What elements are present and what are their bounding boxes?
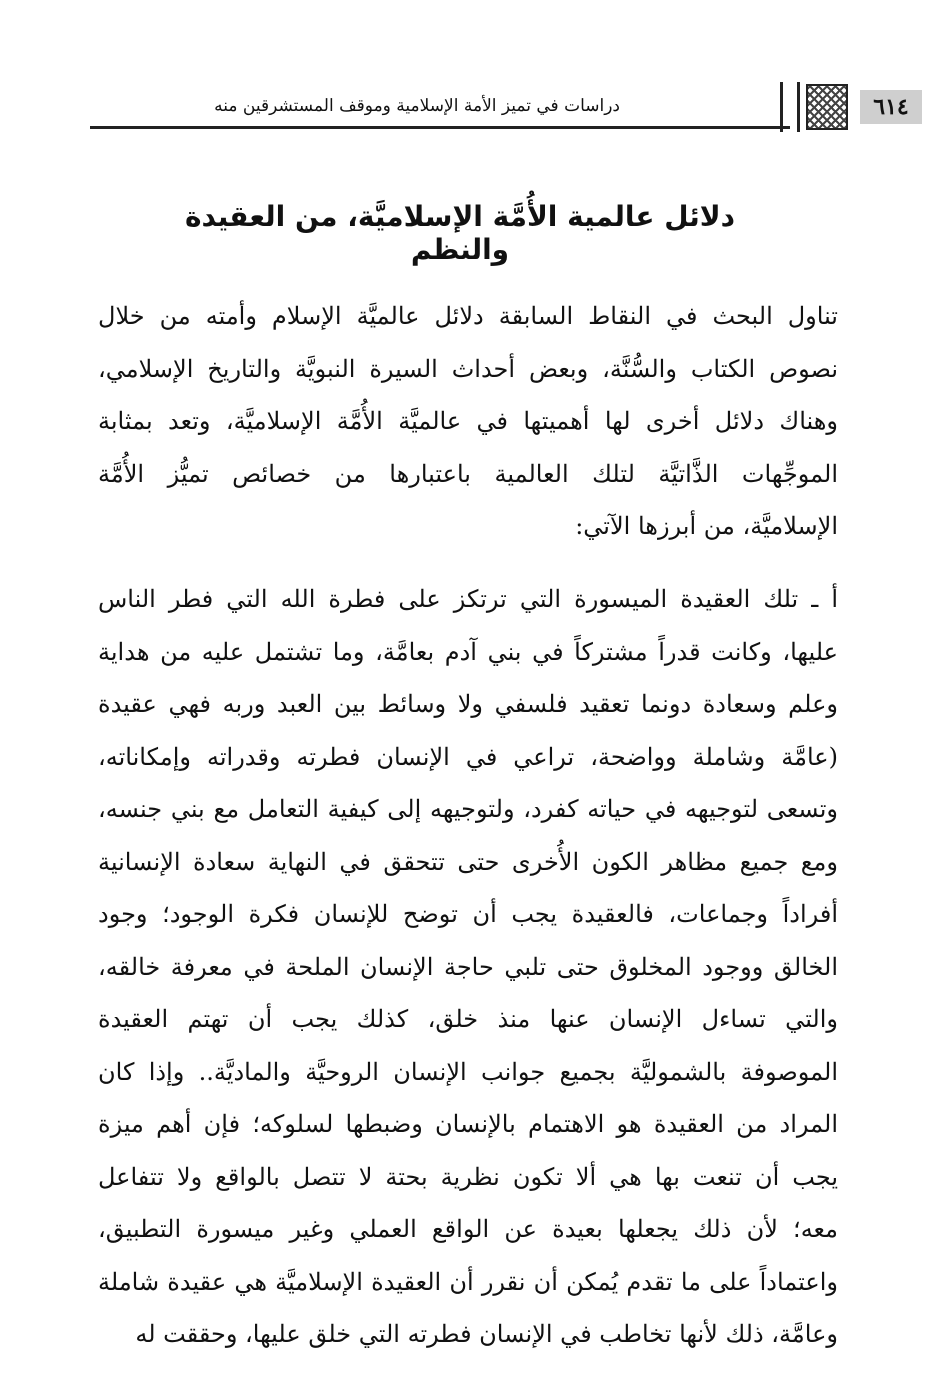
text-line: والتي تساءل الإنسان عنها منذ خلق، كذلك يجب أن تهتم العقيدة — [98, 1005, 838, 1033]
ornament-icon — [806, 84, 848, 130]
text-line: المراد من العقيدة هو الاهتمام بالإنسان وضبطها لسلوكه؛ فإن أهم ميزة — [98, 1110, 838, 1138]
running-title: دراسات في تميز الأمة الإسلامية وموقف المستشرقين منه — [214, 96, 620, 116]
text-line: ومع جميع مظاهر الكون الأُخرى حتى تتحقق في النهاية سعادة الإنسانية — [98, 847, 838, 876]
text-line: معه؛ لأن ذلك يجعلها بعيدة عن الواقع العملي وغير ميسورة التطبيق، — [98, 1215, 838, 1243]
paragraph-intro — [98, 290, 838, 553]
text-line: واعتماداً على ما تقدم يُمكن أن نقرر أن العقيدة الإسلاميَّة هي عقيدة شاملة — [98, 1267, 838, 1296]
text-line: نصوص الكتاب والسُّنَّة، وبعض أحداث السيرة النبويَّة والتاريخ الإسلامي، — [98, 354, 838, 383]
page-number: ٦١٤ — [860, 90, 922, 124]
text-line: (عامَّة وشاملة وواضحة، تراعي في الإنسان فطرته وقدراته وإمكاناته، — [98, 742, 838, 771]
text-line: الخالق ووجود المخلوق حتى تلبي حاجة الإنسان الملحة في معرفة خالقه، — [98, 952, 838, 981]
page-header — [90, 76, 909, 132]
text-line: أ ـ تلك العقيدة الميسورة التي ترتكز على فطرة الله التي فطر الناس — [98, 585, 838, 613]
page-number-box — [772, 82, 932, 130]
text-line: وتسعى لتوجيهه في حياته كفرد، ولتوجيهه إلى كيفية التعامل مع بني جنسه، — [98, 795, 838, 823]
text-line: أفراداً وجماعات، فالعقيدة يجب أن توضح للإنسان فكرة الوجود؛ وجود — [98, 900, 838, 928]
text-line: الإسلاميَّة، من أبرزها الآتي: — [575, 512, 838, 540]
text-line: الموجِّهات الذَّاتيَّة لتلك العالمية باعتبارها من خصائص تميُّز الأُمَّة — [98, 459, 838, 488]
text-line: الموصوفة بالشموليَّة بجميع جوانب الإنسان الروحيَّة والماديَّة.. وإذا كان — [98, 1057, 838, 1086]
text-line: وهناك دلائل أخرى لها أهميتها في عالميَّة الأُمَّة الإسلاميَّة، وتعد بمثابة — [98, 407, 838, 435]
text-line: عليها، وكانت قدراً مشتركاً في بني آدم بعامَّة، وما تشتمل عليه من هداية — [98, 637, 838, 666]
divider-bars — [780, 82, 800, 132]
header-rule — [90, 126, 790, 129]
section-heading: دلائل عالمية الأُمَّة الإسلاميَّة، من العقيدة والنظم — [185, 200, 735, 266]
text-line: وعامَّة، ذلك لأنها تخاطب في الإنسان فطرته التي خلق عليها، وحققت له — [135, 1320, 838, 1348]
text-line: وعلم وسعادة دونما تعقيد فلسفي ولا وسائط بين العبد وربه فهي عقيدة — [98, 690, 838, 718]
text-line: يجب أن تنعت بها هي ألا تكون نظرية بحتة لا تتصل بالواقع ولا تتفاعل — [98, 1162, 838, 1191]
text-line: تناول البحث في النقاط السابقة دلائل عالميَّة الإسلام وأمته من خلال — [98, 302, 838, 330]
paragraph-aqeedah — [98, 573, 838, 1361]
